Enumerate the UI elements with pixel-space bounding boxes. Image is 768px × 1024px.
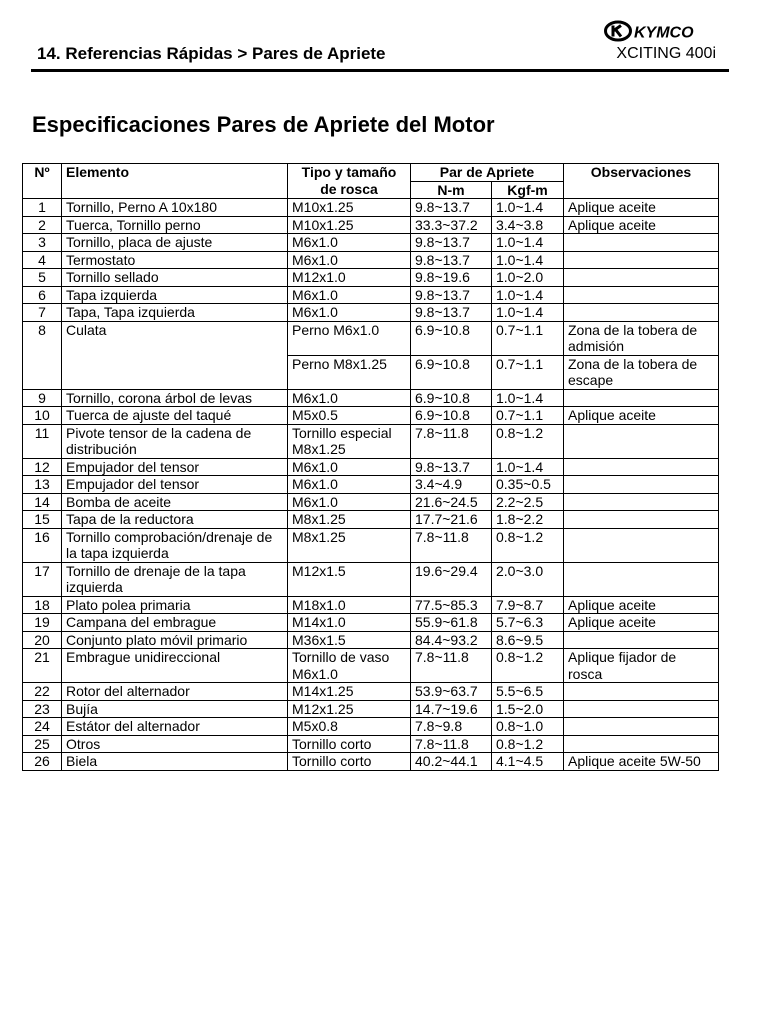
row-torque-kgf: 3.4~3.8 [492, 216, 564, 234]
row-torque-nm: 33.3~37.2 [411, 216, 492, 234]
row-thread-type: Tornillo corto [288, 753, 411, 771]
row-element: Biela [62, 753, 288, 771]
row-num: 19 [23, 614, 62, 632]
header-divider [31, 69, 729, 72]
row-torque-nm: 9.8~19.6 [411, 269, 492, 287]
row-torque-kgf: 0.7~1.1 [492, 407, 564, 425]
table-row [23, 199, 719, 217]
table-row [23, 631, 719, 649]
row-thread-type: M5x0.5 [288, 407, 411, 425]
table-row [23, 321, 719, 355]
row-observations [564, 700, 719, 718]
row-thread-type: M6x1.0 [288, 389, 411, 407]
row-element: Termostato [62, 251, 288, 269]
row-observations [564, 528, 719, 562]
row-observations [564, 476, 719, 494]
col-header-kgf: Kgf-m [492, 181, 564, 199]
row-thread-type: Tornillo de vaso M6x1.0 [288, 649, 411, 683]
row-num: 14 [23, 493, 62, 511]
row-torque-kgf: 0.8~1.2 [492, 424, 564, 458]
row-element: Tornillo comprobación/drenaje de la tapa izquierda [62, 528, 288, 562]
row-num: 25 [23, 735, 62, 753]
row-torque-kgf: 1.0~1.4 [492, 304, 564, 322]
table-row [23, 718, 719, 736]
row-element: Tuerca, Tornillo perno [62, 216, 288, 234]
row-element: Campana del embrague [62, 614, 288, 632]
row-observations [564, 735, 719, 753]
row-torque-kgf: 7.9~8.7 [492, 596, 564, 614]
table-row [23, 286, 719, 304]
row-element: Conjunto plato móvil primario [62, 631, 288, 649]
torque-spec-table [22, 163, 719, 771]
row-observations: Aplique fijador de rosca [564, 649, 719, 683]
row-observations [564, 718, 719, 736]
row-thread-type: M6x1.0 [288, 458, 411, 476]
table-row [23, 269, 719, 287]
row-torque-nm: 9.8~13.7 [411, 458, 492, 476]
row-torque-nm: 17.7~21.6 [411, 511, 492, 529]
row-thread-type: M14x1.0 [288, 614, 411, 632]
row-observations: Aplique aceite [564, 596, 719, 614]
row-torque-nm: 6.9~10.8 [411, 355, 492, 389]
row-num: 20 [23, 631, 62, 649]
row-torque-nm: 84.4~93.2 [411, 631, 492, 649]
row-observations [564, 511, 719, 529]
row-element: Tornillo, corona árbol de levas [62, 389, 288, 407]
svg-text:KYMCO: KYMCO [634, 24, 694, 42]
row-observations: Aplique aceite [564, 407, 719, 425]
section-breadcrumb: 14. Referencias Rápidas > Pares de Apriete [37, 44, 386, 63]
row-thread-type: M14x1.25 [288, 683, 411, 701]
row-num: 13 [23, 476, 62, 494]
row-num: 6 [23, 286, 62, 304]
row-torque-nm: 9.8~13.7 [411, 286, 492, 304]
row-num: 24 [23, 718, 62, 736]
row-torque-nm: 6.9~10.8 [411, 321, 492, 355]
row-torque-kgf: 1.5~2.0 [492, 700, 564, 718]
row-observations [564, 269, 719, 287]
row-torque-kgf: 1.0~1.4 [492, 389, 564, 407]
row-torque-nm: 7.8~11.8 [411, 649, 492, 683]
row-thread-type: M6x1.0 [288, 304, 411, 322]
row-thread-type: M12x1.0 [288, 269, 411, 287]
row-torque-kgf: 0.7~1.1 [492, 355, 564, 389]
row-thread-type: M10x1.25 [288, 199, 411, 217]
table-row [23, 458, 719, 476]
table-row [23, 424, 719, 458]
row-torque-kgf: 2.2~2.5 [492, 493, 564, 511]
row-num: 10 [23, 407, 62, 425]
table-row [23, 683, 719, 701]
row-observations: Aplique aceite [564, 216, 719, 234]
row-torque-kgf: 0.8~1.0 [492, 718, 564, 736]
row-thread-type: M36x1.5 [288, 631, 411, 649]
table-row [23, 304, 719, 322]
row-num: 2 [23, 216, 62, 234]
row-num: 7 [23, 304, 62, 322]
row-num: 17 [23, 562, 62, 596]
row-thread-type: M6x1.0 [288, 251, 411, 269]
row-thread-type: M6x1.0 [288, 286, 411, 304]
row-element: Culata [62, 321, 288, 389]
row-element: Otros [62, 735, 288, 753]
row-torque-nm: 9.8~13.7 [411, 234, 492, 252]
row-element: Bomba de aceite [62, 493, 288, 511]
row-num: 21 [23, 649, 62, 683]
row-num: 4 [23, 251, 62, 269]
row-torque-kgf: 0.8~1.2 [492, 735, 564, 753]
row-element: Embrague unidireccional [62, 649, 288, 683]
row-torque-kgf: 0.8~1.2 [492, 649, 564, 683]
row-observations [564, 631, 719, 649]
row-torque-kgf: 1.0~1.4 [492, 458, 564, 476]
row-num: 22 [23, 683, 62, 701]
row-thread-type: Perno M6x1.0 [288, 321, 411, 355]
col-header-thread-type: Tipo y tamaño de rosca [288, 164, 411, 199]
row-element: Tapa de la reductora [62, 511, 288, 529]
row-thread-type: Tornillo corto [288, 735, 411, 753]
row-element: Tornillo de drenaje de la tapa izquierda [62, 562, 288, 596]
row-observations [564, 389, 719, 407]
row-num: 16 [23, 528, 62, 562]
row-torque-kgf: 5.5~6.5 [492, 683, 564, 701]
col-header-element: Elemento [62, 164, 288, 199]
row-torque-nm: 53.9~63.7 [411, 683, 492, 701]
col-header-observations: Observaciones [564, 164, 719, 199]
table-row [23, 234, 719, 252]
row-element: Tapa izquierda [62, 286, 288, 304]
row-thread-type: M10x1.25 [288, 216, 411, 234]
row-element: Tuerca de ajuste del taqué [62, 407, 288, 425]
col-header-num: Nº [23, 164, 62, 199]
row-torque-nm: 77.5~85.3 [411, 596, 492, 614]
row-num: 18 [23, 596, 62, 614]
row-num: 23 [23, 700, 62, 718]
row-torque-nm: 9.8~13.7 [411, 199, 492, 217]
row-observations [564, 234, 719, 252]
row-observations [564, 251, 719, 269]
row-num: 15 [23, 511, 62, 529]
row-observations [564, 458, 719, 476]
kymco-logo [604, 20, 720, 42]
row-torque-kgf: 5.7~6.3 [492, 614, 564, 632]
model-name: XCITING 400i [616, 45, 716, 62]
row-observations: Aplique aceite 5W-50 [564, 753, 719, 771]
table-row [23, 476, 719, 494]
row-element: Empujador del tensor [62, 458, 288, 476]
table-row [23, 614, 719, 632]
table-row [23, 700, 719, 718]
row-torque-kgf: 0.7~1.1 [492, 321, 564, 355]
row-observations [564, 424, 719, 458]
row-torque-nm: 9.8~13.7 [411, 304, 492, 322]
row-num: 5 [23, 269, 62, 287]
table-row [23, 735, 719, 753]
row-torque-nm: 9.8~13.7 [411, 251, 492, 269]
row-element: Estátor del alternador [62, 718, 288, 736]
row-element: Tapa, Tapa izquierda [62, 304, 288, 322]
row-element: Pivote tensor de la cadena de distribución [62, 424, 288, 458]
row-torque-nm: 19.6~29.4 [411, 562, 492, 596]
row-element: Tornillo sellado [62, 269, 288, 287]
row-num: 1 [23, 199, 62, 217]
row-element: Tornillo, Perno A 10x180 [62, 199, 288, 217]
row-element: Tornillo, placa de ajuste [62, 234, 288, 252]
table-row [23, 649, 719, 683]
row-torque-kgf: 1.0~1.4 [492, 234, 564, 252]
table-row [23, 528, 719, 562]
row-torque-kgf: 1.0~1.4 [492, 199, 564, 217]
row-observations [564, 493, 719, 511]
row-observations: Aplique aceite [564, 199, 719, 217]
row-torque-kgf: 0.8~1.2 [492, 528, 564, 562]
row-observations [564, 562, 719, 596]
row-torque-nm: 7.8~9.8 [411, 718, 492, 736]
row-element: Rotor del alternador [62, 683, 288, 701]
row-num: 9 [23, 389, 62, 407]
row-observations [564, 304, 719, 322]
row-torque-nm: 3.4~4.9 [411, 476, 492, 494]
row-torque-kgf: 1.0~1.4 [492, 286, 564, 304]
row-thread-type: M12x1.25 [288, 700, 411, 718]
row-element: Empujador del tensor [62, 476, 288, 494]
row-torque-nm: 7.8~11.8 [411, 735, 492, 753]
row-torque-kgf: 1.0~2.0 [492, 269, 564, 287]
table-row [23, 596, 719, 614]
row-observations: Aplique aceite [564, 614, 719, 632]
row-thread-type: Perno M8x1.25 [288, 355, 411, 389]
col-header-torque: Par de Apriete [411, 164, 564, 182]
table-row [23, 251, 719, 269]
row-torque-kgf: 2.0~3.0 [492, 562, 564, 596]
table-row [23, 753, 719, 771]
row-thread-type: M12x1.5 [288, 562, 411, 596]
page-title: Especificaciones Pares de Apriete del Motor [32, 112, 495, 137]
row-thread-type: M6x1.0 [288, 234, 411, 252]
row-torque-nm: 6.9~10.8 [411, 407, 492, 425]
row-num: 26 [23, 753, 62, 771]
row-thread-type: M5x0.8 [288, 718, 411, 736]
row-torque-nm: 7.8~11.8 [411, 528, 492, 562]
row-element: Bujía [62, 700, 288, 718]
table-row [23, 389, 719, 407]
row-torque-nm: 6.9~10.8 [411, 389, 492, 407]
row-torque-kgf: 1.8~2.2 [492, 511, 564, 529]
row-thread-type: M8x1.25 [288, 528, 411, 562]
row-torque-kgf: 1.0~1.4 [492, 251, 564, 269]
row-torque-nm: 14.7~19.6 [411, 700, 492, 718]
row-thread-type: M8x1.25 [288, 511, 411, 529]
row-observations: Zona de la tobera de admisión [564, 321, 719, 355]
table-row [23, 216, 719, 234]
table-row [23, 407, 719, 425]
table-row [23, 562, 719, 596]
row-torque-kgf: 8.6~9.5 [492, 631, 564, 649]
table-row [23, 511, 719, 529]
row-torque-nm: 55.9~61.8 [411, 614, 492, 632]
table-row [23, 493, 719, 511]
row-element: Plato polea primaria [62, 596, 288, 614]
row-thread-type: Tornillo especial M8x1.25 [288, 424, 411, 458]
row-num: 3 [23, 234, 62, 252]
row-torque-kgf: 0.35~0.5 [492, 476, 564, 494]
row-torque-nm: 21.6~24.5 [411, 493, 492, 511]
row-observations: Zona de la tobera de escape [564, 355, 719, 389]
row-thread-type: M6x1.0 [288, 476, 411, 494]
row-torque-nm: 7.8~11.8 [411, 424, 492, 458]
row-torque-nm: 40.2~44.1 [411, 753, 492, 771]
row-num: 12 [23, 458, 62, 476]
row-num: 8 [23, 321, 62, 389]
row-thread-type: M18x1.0 [288, 596, 411, 614]
row-num: 11 [23, 424, 62, 458]
row-observations [564, 286, 719, 304]
row-thread-type: M6x1.0 [288, 493, 411, 511]
row-observations [564, 683, 719, 701]
row-torque-kgf: 4.1~4.5 [492, 753, 564, 771]
col-header-nm: N-m [411, 181, 492, 199]
